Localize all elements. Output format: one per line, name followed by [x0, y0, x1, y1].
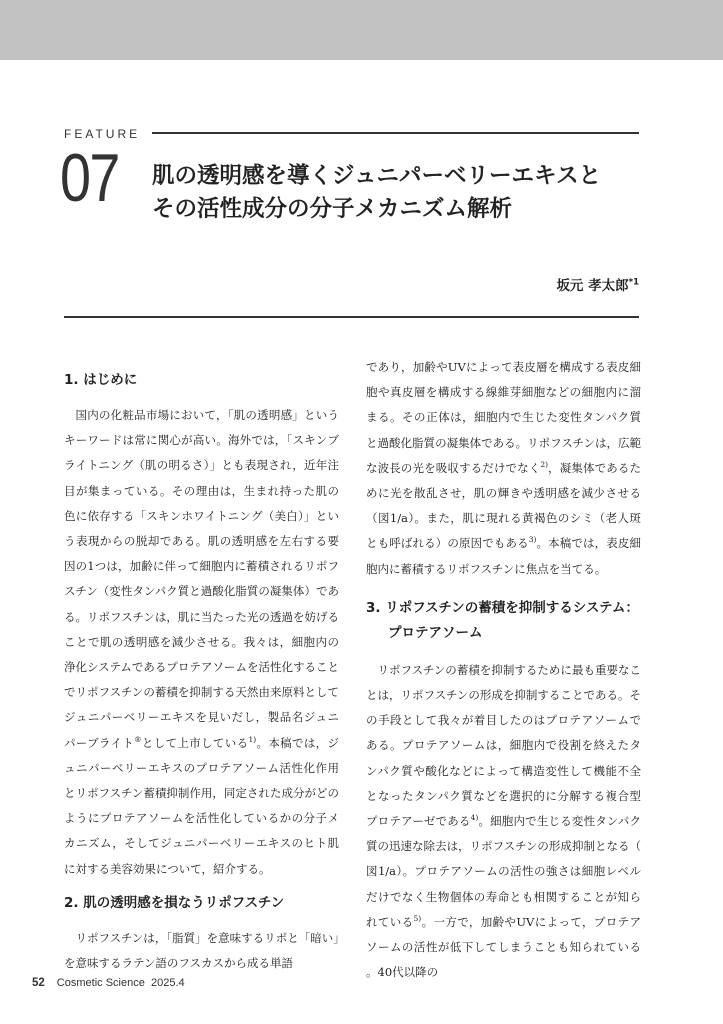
section-3-paragraph: リポフスチンの蓄積を抑制するために最も重要なことは，リポフスチンの形成を抑制することである。その手段として我々が着目したのはプロテアソームである。プロテアソームは，細胞内で役割を終えたタンパク質や酸化などによって構造変性して機能不全となったタンパク質などを選択的に分解する複合型プロテアーゼである$^{4)}$。細胞内で生じる変性タンパク質の迅速な除去は，リポフスチンの形成抑制となる（図1/a）。プロテアソームの活性の強さは細胞レベルだけでなく生物個体の寿命とも相関することが知られている$^{5)}$。一方で，加齢やUVによって，プロテアソームの活性が低下してしまうことも知られている。40代以降の — [366, 662, 641, 980]
left-column — [64, 355, 339, 976]
author-byline — [556, 274, 639, 294]
top-gray-band — [0, 0, 723, 60]
section-2-paragraph-start: リポフスチンは，「脂質」を意味するリポと「暗い」を意味するラテン語のフスカスから成る単語 — [64, 930, 339, 971]
feature-number: 07 — [60, 140, 119, 216]
page-number: 52 — [32, 977, 45, 989]
article-title-line-2: その活性成分の分子メカニズム解析 — [152, 196, 513, 222]
article-title — [152, 160, 652, 226]
feature-rule — [152, 132, 639, 134]
article-title-line-1: 肌の透明感を導くジュニパーベリーエキスと — [152, 163, 602, 189]
reference-4: 4) — [470, 813, 479, 823]
section-3-heading: 3. リポフスチンの蓄積を抑制するシステム：プロテアソーム — [366, 599, 639, 641]
author-affiliation-mark: *1 — [628, 277, 639, 288]
journal-issue: 2025.4 — [150, 977, 185, 989]
reference-5: 5) — [413, 914, 422, 924]
header-rule — [64, 316, 639, 318]
page-footer — [32, 977, 185, 989]
section-2-heading: 2. 肌の透明感を損なうリポフスチン — [64, 894, 285, 911]
feature-label: FEATURE — [64, 127, 141, 141]
registered-mark: ® — [134, 734, 142, 744]
reference-2: 2) — [540, 459, 549, 469]
section-1-heading: 1. はじめに — [64, 372, 138, 388]
reference-3: 3) — [528, 535, 537, 545]
author-name: 坂元 孝太郎 — [556, 278, 629, 294]
reference-1: 1) — [248, 734, 257, 744]
section-1-paragraph: 国内の化粧品市場において，「肌の透明感」というキーワードは常に関心が高い。海外では，「スキンブライトニング（肌の明るさ）」とも表現され，近年注目が集まっている。その理由は，生まれ持った肌の色に依存する「スキンホワイトニング（美白）」という表現からの脱却である。肌の透明感を左右する要因の1つは，加齢に伴って細胞内に蓄積されるリポフスチン（変性タンパク質と過酸化脂質の凝集体）である。リポフスチンは，肌に当たった光の透過を妨げることで肌の透明感を減少させる。我々は，細胞内の浄化システムであるプロテアソームを活性化することでリポフスチンの蓄積を抑制する天然由来原料としてジュニパーベリーエキスを見いだし，製品名ジュニパーブライト®として上市している$^{1)}$。本稿では，ジュニパーベリーエキスのプロテアソーム活性化作用とリポフスチン蓄積抑制作用，同定された成分がどのようにプロテアソームを活性化しているかの分子メカニズム，そしてジュニパーベリーエキスのヒト肌に対する美容効果について，紹介する。 — [64, 408, 339, 876]
journal-name: Cosmetic Science — [56, 977, 145, 989]
section-2-paragraph-continued: であり，加齢やUVによって表皮層を構成する表皮細胞や真皮層を構成する線維芽細胞などの細胞内に溜まる。その正体は，細胞内で生じた変性タンパク質と過酸化脂質の凝集体である。リポフスチンは，広範な波長の光を吸収するだけでなく$^{2)}$，凝集体であるために光を散乱させ，肌の輝きや透明感を減少させる（図1/a）。また，肌に現れる黄褐色のシミ（老人斑とも呼ばれる）の原因でもある$^{3)}$。本稿では，表皮細胞内に蓄積するリポフスチンに焦点を当てる。 — [366, 360, 642, 576]
right-column — [366, 355, 641, 985]
